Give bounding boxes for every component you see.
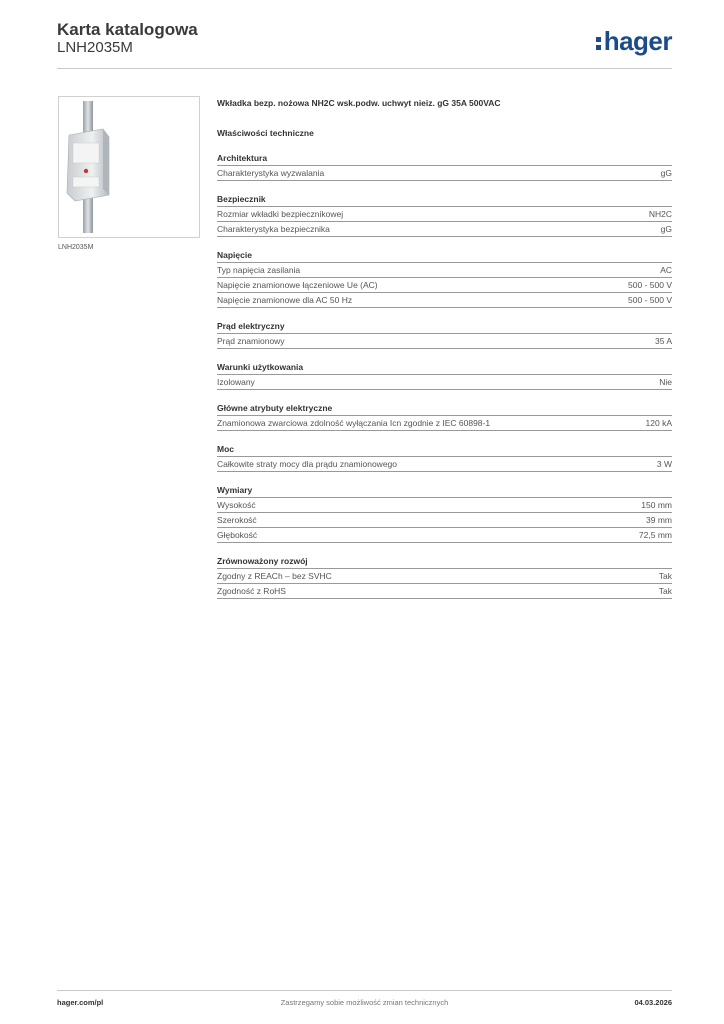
property-label: Typ napięcia zasilania	[217, 265, 301, 275]
property-sections	[217, 152, 672, 599]
property-row	[217, 569, 672, 584]
property-row	[217, 375, 672, 390]
section-title: Główne atrybuty elektryczne	[217, 402, 672, 416]
property-section	[217, 320, 672, 349]
property-value: gG	[660, 168, 672, 178]
property-section	[217, 249, 672, 308]
property-row	[217, 222, 672, 237]
fuse-icon	[59, 97, 199, 237]
property-section	[217, 443, 672, 472]
logo-dots-icon	[596, 34, 602, 50]
properties-title: Właściwości techniczne	[217, 128, 314, 138]
section-title: Architektura	[217, 152, 672, 166]
property-row	[217, 416, 672, 431]
section-title: Napięcie	[217, 249, 672, 263]
property-label: Charakterystyka wyzwalania	[217, 168, 325, 178]
property-value: 39 mm	[646, 515, 672, 525]
page-footer	[57, 998, 672, 1010]
footer-note: Zastrzegamy sobie możliwość zmian technicznych	[280, 998, 449, 1007]
property-label: Napięcie znamionowe dla AC 50 Hz	[217, 295, 353, 305]
property-row	[217, 584, 672, 599]
page-header	[57, 20, 672, 70]
property-label: Napięcie znamionowe łączeniowe Ue (AC)	[217, 280, 378, 290]
property-section	[217, 152, 672, 181]
document-title: Karta katalogowa	[57, 20, 198, 39]
section-title: Warunki użytkowania	[217, 361, 672, 375]
property-value: 3 W	[656, 459, 672, 469]
property-section	[217, 555, 672, 599]
property-section	[217, 361, 672, 390]
property-row	[217, 334, 672, 349]
property-row	[217, 457, 672, 472]
property-row	[217, 528, 672, 543]
property-label: Izolowany	[217, 377, 255, 387]
property-label: Rozmiar wkładki bezpiecznikowej	[217, 209, 344, 219]
section-title: Bezpiecznik	[217, 193, 672, 207]
property-section	[217, 402, 672, 431]
property-value: gG	[660, 224, 672, 234]
property-label: Charakterystyka bezpiecznika	[217, 224, 330, 234]
property-row	[217, 278, 672, 293]
hager-logo	[596, 26, 672, 57]
property-row	[217, 513, 672, 528]
section-title: Moc	[217, 443, 672, 457]
footer-divider	[57, 990, 672, 991]
property-label: Znamionowa zwarciowa zdolność wyłączania Icn zgodnie z IEC 60898-1	[217, 418, 491, 428]
property-section	[217, 193, 672, 237]
property-label: Zgodny z REACh – bez SVHC	[217, 571, 332, 581]
property-label: Wysokość	[217, 500, 256, 510]
property-value: AC	[660, 265, 672, 275]
property-value: 120 kA	[645, 418, 672, 428]
property-label: Prąd znamionowy	[217, 336, 285, 346]
section-title: Zrównoważony rozwój	[217, 555, 672, 569]
header-divider	[57, 68, 672, 69]
property-value: 72,5 mm	[638, 530, 672, 540]
property-row	[217, 498, 672, 513]
property-value: NH2C	[648, 209, 672, 219]
product-description: Wkładka bezp. nożowa NH2C wsk.podw. uchwyt nieiz. gG 35A 500VAC	[217, 98, 501, 108]
property-value: Nie	[659, 377, 672, 387]
property-value: Tak	[658, 586, 672, 596]
property-row	[217, 166, 672, 181]
property-row	[217, 263, 672, 278]
property-label: Głębokość	[217, 530, 258, 540]
logo-text: hager	[603, 26, 672, 56]
property-section	[217, 484, 672, 543]
property-value: 35 A	[654, 336, 672, 346]
product-code: LNH2035M	[57, 39, 133, 56]
property-label: Szerokość	[217, 515, 257, 525]
section-title: Wymiary	[217, 484, 672, 498]
section-title: Prąd elektryczny	[217, 320, 672, 334]
footer-date: 04.03.2026	[634, 998, 672, 1007]
property-value: 150 mm	[641, 500, 672, 510]
footer-url[interactable]: hager.com/pl	[57, 998, 104, 1007]
product-image	[58, 96, 200, 238]
property-label: Zgodność z RoHS	[217, 586, 286, 596]
property-value: 500 - 500 V	[628, 295, 672, 305]
specification-content	[217, 96, 672, 599]
property-row	[217, 293, 672, 308]
property-value: 500 - 500 V	[628, 280, 672, 290]
property-label: Całkowite straty mocy dla prądu znamionowego	[217, 459, 398, 469]
property-value: Tak	[658, 571, 672, 581]
image-caption: LNH2035M	[58, 244, 94, 251]
property-row	[217, 207, 672, 222]
